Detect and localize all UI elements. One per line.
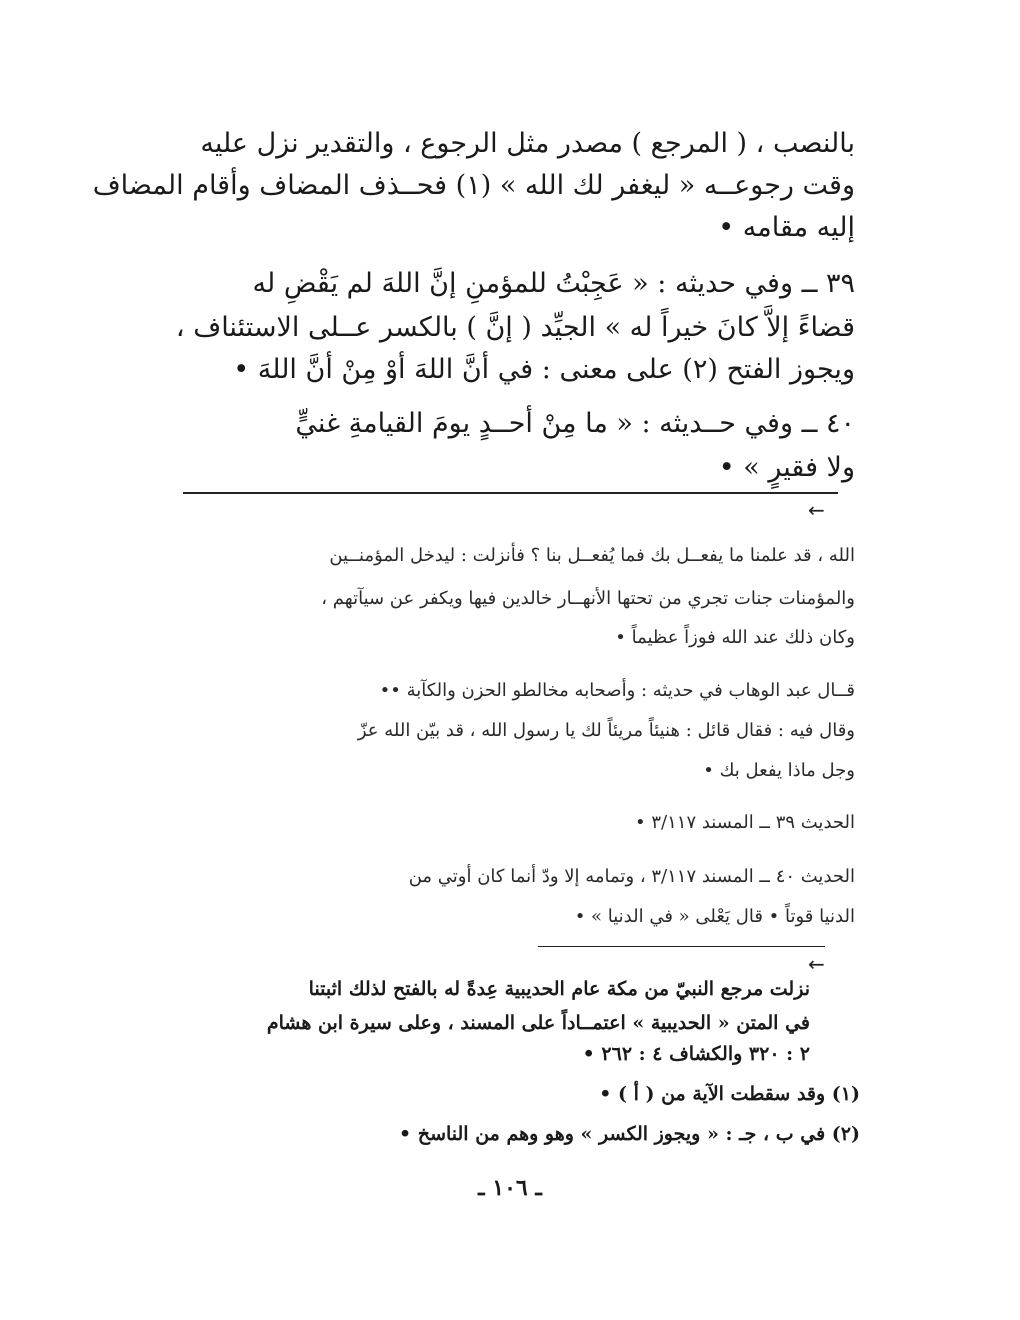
footnote-line-3: ٢ : ٣٢٠ والكشاف ٤ : ٢٦٢ • [582, 1043, 810, 1065]
note-line-4: قــال عبد الوهاب في حديثه : وأصحابه مخالطو الحزن والكآبة •• [379, 680, 855, 701]
hadith-39-line-1: ٣٩ ــ وفي حديثه : « عَجِبْتُ للمؤمنِ إنَّ اللهَ لم يَقْضِ له [252, 268, 855, 299]
separator-rule-2 [538, 946, 825, 947]
note-line-9: الدنيا قوتاً • قال يَعْلى « في الدنيا » • [574, 906, 855, 927]
hadith-40-line-1: ٤٠ ــ وفي حــديثه : « ما مِنْ أحــدٍ يومَ القيامةِ غنيٍّ [295, 408, 855, 439]
footnote-2: (٢) في ب ، جـ : « ويجوز الكسر » وهو وهم من الناسخ • [399, 1123, 860, 1145]
page-number: ـ ١٠٦ ـ [478, 1175, 542, 1201]
note-line-8: الحديث ٤٠ ــ المسند ٣/١١٧ ، وتمامه إلا ودّ أنما كان أوتي من [408, 866, 855, 887]
arrow-left-icon: ← [808, 952, 825, 976]
note-line-6: وجل ماذا يفعل بك • [703, 760, 855, 781]
note-line-3: وكان ذلك عند الله فوزاً عظيماً • [615, 627, 855, 648]
footnote-1: (١) وقد سقطت الآية من ( أ ) • [599, 1083, 860, 1105]
note-line-2: والمؤمنات جنات تجري من تحتها الأنهــار خالدين فيها ويكفر عن سيآتهم ، [321, 588, 855, 609]
hadith-40-line-2: ولا فقيرٍ » • [718, 452, 855, 483]
note-line-7: الحديث ٣٩ ــ المسند ٣/١١٧ • [635, 812, 855, 833]
arrow-left-icon: ← [808, 498, 825, 522]
separator-rule-1 [183, 492, 838, 494]
hadith-39-line-3: ويجوز الفتح (٢) على معنى : في أنَّ اللهَ أوْ مِنْ أنَّ اللهَ • [233, 354, 855, 385]
footnote-line-2: في المتن « الحديبية » اعتمــاداً على المسند ، وعلى سيرة ابن هشام [266, 1012, 810, 1034]
main-line-1: بالنصب ، ( المرجع ) مصدر مثل الرجوع ، والتقدير نزل عليه [200, 128, 855, 159]
footnote-line-1: نزلت مرجع النبيّ من مكة عام الحديبية عِدةً له بالفتح لذلك اثبتنا [308, 978, 810, 1000]
hadith-39-line-2: قضاءً إلاَّ كانَ خيراً له » الجيِّد ( إنَّ ) بالكسر عــلى الاستئناف ، [175, 312, 855, 343]
main-line-2: وقت رجوعــه « ليغفر لك الله » (١) فحــذف المضاف وأقام المضاف [92, 170, 855, 201]
main-line-3: إليه مقامه • [718, 212, 855, 243]
note-line-1: الله ، قد علمنا ما يفعــل بك فما يُفعــل بنا ؟ فأنزلت : ليدخل المؤمنــين [329, 545, 855, 566]
note-line-5: وقال فيه : فقال قائل : هنيئاً مريئاً لك يا رسول الله ، قد بيّن الله عزّ [357, 720, 855, 741]
